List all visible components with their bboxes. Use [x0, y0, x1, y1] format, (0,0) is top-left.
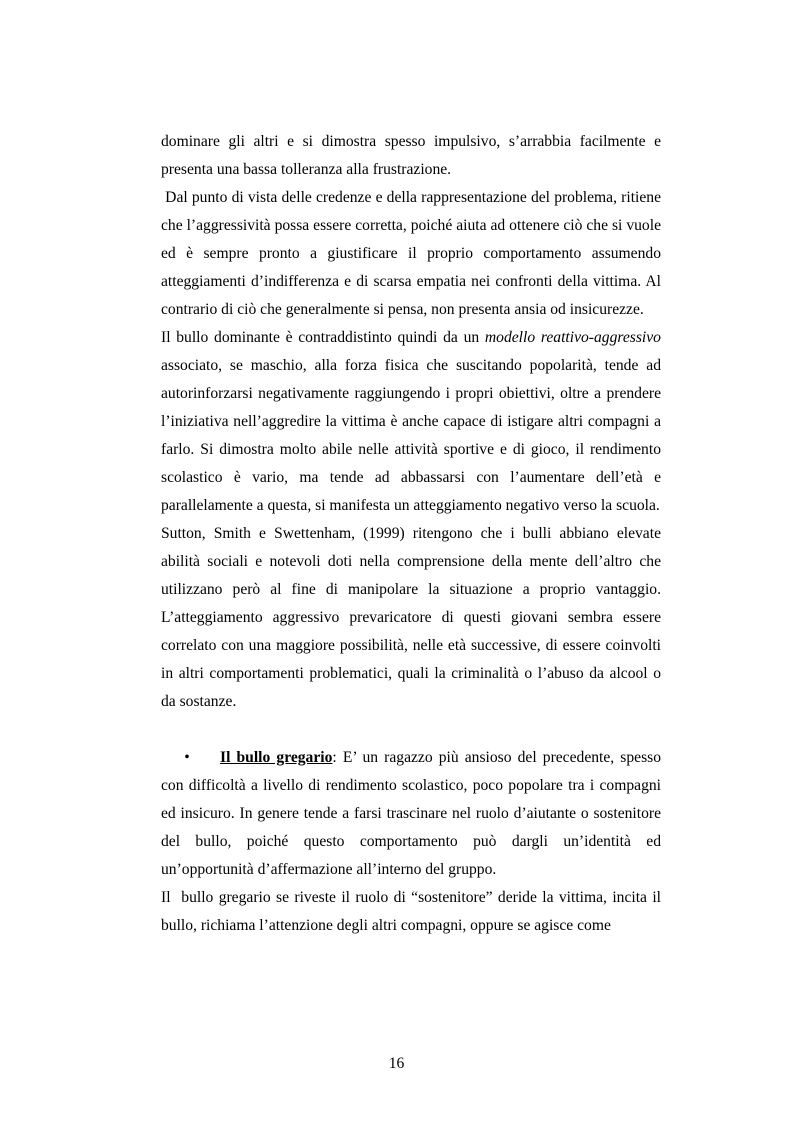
paragraph-3 [161, 324, 661, 520]
paragraph-spacer [161, 716, 661, 744]
paragraph-5: Il bullo gregario se riveste il ruolo di “sostenitore” deride la vittima, incita il bullo, richiama l’attenzione degli altri compagni, oppure se agisce come [161, 889, 661, 934]
bullet-marker: • [184, 749, 190, 766]
paragraph-2: Dal punto di vista delle credenze e della rappresentazione del problema, ritiene che l’aggressività possa essere corretta, poiché aiuta ad ottenere ciò che si vuole ed è sempre pronto a giustificare il proprio comportamento assumendo atteggiamenti d’indifferenza e di scarsa empatia nei confronti della vittima. Al contrario di ciò che generalmente si pensa, non presenta ansia od insicurezze. [161, 189, 661, 318]
bullet-term: Il bullo gregario [220, 749, 333, 766]
paragraph-4: Sutton, Smith e Swettenham, (1999) ritengono che i bulli abbiano elevate abilità sociali e notevoli doti nella comprensione della mente dell’altro che utilizzano però al fine di manipolare la situazione a proprio vantaggio. L’atteggiamento aggressivo prevaricatore di questi giovani sembra essere correlato con una maggiore possibilità, nelle età successive, di essere coinvolti in altri comportamenti problematici, quali la criminalità o l’abuso da alcool o da sostanze. [161, 525, 661, 710]
italic-term: modello reattivo-aggressivo [484, 329, 661, 346]
bullet-item [161, 744, 661, 884]
paragraph-1: dominare gli altri e si dimostra spesso impulsivo, s’arrabbia facilmente e presenta una bassa tolleranza alla frustrazione. [161, 133, 661, 178]
page-number: 16 [388, 1055, 405, 1072]
bullet-text: : E’ un ragazzo più ansioso del precedente, spesso con difficoltà a livello di rendimento scolastico, poco popolare tra i compagni ed insicuro. In genere tende a farsi trascinare nel ruolo d’aiutante o sostenitore del bullo, poiché questo comportamento può dargli un’identità ed un’opportunità d’affermazione all’interno del gruppo. [161, 749, 662, 878]
paragraph-3-start: Il bullo dominante è contraddistinto quindi da un [161, 329, 485, 346]
paragraph-3-end: associato, se maschio, alla forza fisica che suscitando popolarità, tende ad autorinforzarsi negativamente raggiungendo i propri obiettivi, oltre a prendere l’iniziativa nell’aggredire la vittima è anche capace di istigare altri compagni a farlo. Si dimostra molto abile nelle attività sportive e di gioco, il rendimento scolastico è vario, ma tende ad abbassarsi con l’aumentare dell’età e parallelamente a questa, si manifesta un atteggiamento negativo verso la scuola. [161, 357, 661, 514]
body-text [161, 128, 661, 940]
